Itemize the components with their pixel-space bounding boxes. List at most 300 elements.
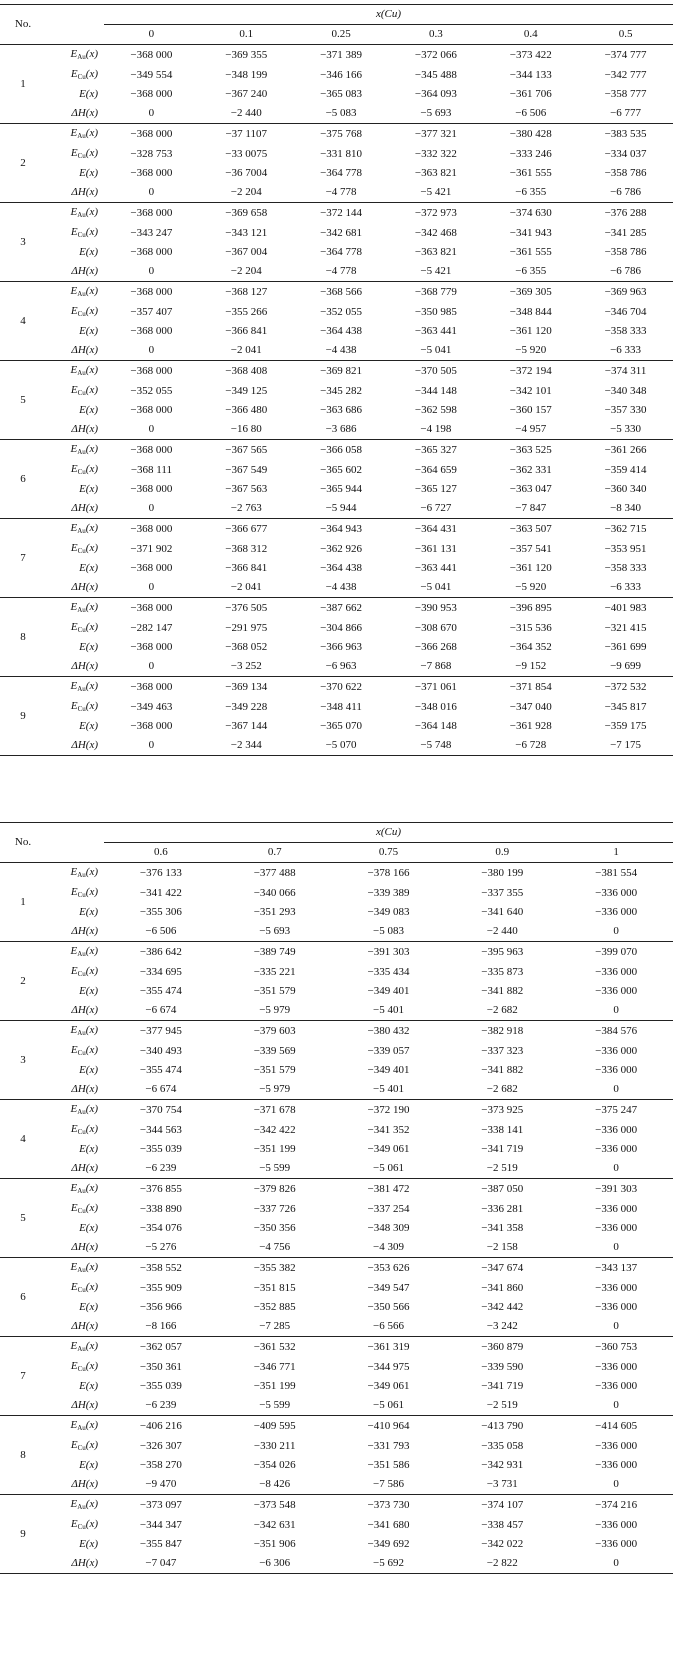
table-cell: −2 158 [445, 1238, 559, 1258]
table-cell: −362 598 [414, 404, 457, 416]
table-cell: −344 975 [367, 1360, 410, 1373]
row-label: E(x) [79, 906, 98, 918]
group-number: 8 [0, 1416, 46, 1495]
row-label: ECu(x) [70, 965, 98, 978]
table-cell: −6 306 [218, 1554, 332, 1574]
table-cell: −366 480 [225, 404, 268, 416]
table-cell: −6 674 [104, 1001, 218, 1021]
table-cell: −368 000 [130, 206, 173, 219]
row-label: ECu(x) [70, 542, 98, 555]
group-number: 3 [0, 1021, 46, 1100]
table-cell: −291 975 [225, 621, 268, 634]
table-cell: −335 058 [481, 1439, 524, 1452]
table-row [0, 381, 673, 401]
table-cell: −341 719 [481, 1380, 524, 1392]
table-cell: −338 141 [481, 1123, 524, 1136]
table-row [0, 1554, 673, 1574]
table-cell: −361 555 [509, 167, 552, 179]
x-cu-header: x(Cu) [104, 823, 673, 843]
table-cell: −2 822 [445, 1554, 559, 1574]
row-label: ΔH(x) [46, 1238, 104, 1258]
group-number: 5 [0, 361, 46, 440]
table-cell: −5 979 [218, 1001, 332, 1021]
table-cell: 0 [559, 922, 673, 942]
table-cell: −4 957 [483, 420, 578, 440]
table-cell: −341 943 [509, 226, 552, 239]
table-cell: −2 763 [199, 499, 294, 519]
table-cell: −5 401 [332, 1080, 446, 1100]
table-cell: −369 134 [225, 680, 268, 693]
table-cell: −5 693 [388, 104, 483, 124]
group-number: 2 [0, 942, 46, 1021]
table-cell: −366 677 [225, 522, 268, 535]
table-cell: −3 731 [445, 1475, 559, 1495]
table-cell: −366 841 [225, 325, 268, 337]
table-row [0, 942, 673, 963]
table-cell: −410 964 [367, 1419, 410, 1432]
table-row [0, 1317, 673, 1337]
table-cell: −359 175 [604, 720, 647, 732]
table-cell: −361 706 [509, 88, 552, 100]
table-cell: −355 306 [139, 906, 182, 918]
table-cell: −361 532 [253, 1340, 296, 1353]
table-row [0, 1041, 673, 1061]
table-cell: −364 438 [320, 562, 363, 574]
row-label: EAu(x) [70, 1340, 98, 1353]
table-cell: −358 777 [604, 88, 647, 100]
row-label: ECu(x) [70, 621, 98, 634]
table-cell: −358 333 [604, 562, 647, 574]
table-cell: −6 239 [104, 1159, 218, 1179]
table-cell: −341 352 [367, 1123, 410, 1136]
table-cell: −373 925 [481, 1103, 524, 1116]
table-cell: −338 457 [481, 1518, 524, 1531]
table-cell: −336 000 [595, 1360, 638, 1373]
table-cell: −341 882 [481, 985, 524, 997]
table-cell: −335 873 [481, 965, 524, 978]
row-label: ECu(x) [70, 1044, 98, 1057]
col-header: 1 [559, 843, 673, 863]
table-cell: −351 293 [253, 906, 296, 918]
table-cell: −363 441 [414, 562, 457, 574]
table-cell: 0 [559, 1159, 673, 1179]
table-cell: −5 748 [388, 736, 483, 756]
table-cell: −349 463 [130, 700, 173, 713]
table-cell: −336 000 [595, 1439, 638, 1452]
row-label: E(x) [79, 325, 98, 337]
table-cell: −339 057 [367, 1044, 410, 1057]
table-cell: −6 506 [104, 922, 218, 942]
table-cell: −337 254 [367, 1202, 410, 1215]
table-cell: 0 [104, 341, 199, 361]
table-cell: −331 793 [367, 1439, 410, 1452]
row-label: E(x) [79, 985, 98, 997]
table-cell: −340 348 [604, 384, 647, 397]
row-label: E(x) [79, 483, 98, 495]
table-cell: −334 695 [139, 965, 182, 978]
table-cell: −3 242 [445, 1317, 559, 1337]
table-cell: −336 000 [595, 1380, 638, 1392]
table-row [0, 1337, 673, 1358]
row-label: EAu(x) [70, 443, 98, 456]
table-cell: −373 097 [139, 1498, 182, 1511]
table-cell: −349 401 [367, 985, 410, 997]
table-cell: −335 221 [253, 965, 296, 978]
table-cell: −336 000 [595, 1222, 638, 1234]
table-cell: −341 680 [367, 1518, 410, 1531]
row-label: ECu(x) [70, 226, 98, 239]
table-row [0, 618, 673, 638]
table-cell: −342 022 [481, 1538, 524, 1550]
row-label: EAu(x) [70, 680, 98, 693]
table-cell: −339 590 [481, 1360, 524, 1373]
table-cell: −365 602 [320, 463, 363, 476]
table-cell: −390 953 [414, 601, 457, 614]
table-cell: −363 821 [414, 167, 457, 179]
table-cell: −350 356 [253, 1222, 296, 1234]
table-cell: −372 973 [414, 206, 457, 219]
table-cell: −365 127 [414, 483, 457, 495]
table-cell: −5 599 [218, 1396, 332, 1416]
table-cell: −282 147 [130, 621, 173, 634]
group-number: 8 [0, 598, 46, 677]
table-cell: −332 322 [414, 147, 457, 160]
row-label: EAu(x) [70, 285, 98, 298]
table-cell: −372 190 [367, 1103, 410, 1116]
table-row [0, 1475, 673, 1495]
table-row [0, 962, 673, 982]
row-label: EAu(x) [70, 364, 98, 377]
table-row [0, 45, 673, 66]
table-cell: −349 228 [225, 700, 268, 713]
table-cell: −355 266 [225, 305, 268, 318]
table-cell: −336 000 [595, 1459, 638, 1471]
table-cell: −344 563 [139, 1123, 182, 1136]
table-cell: −336 000 [595, 1044, 638, 1057]
table-cell: −2 041 [199, 578, 294, 598]
group-number: 2 [0, 124, 46, 203]
row-label: EAu(x) [70, 1261, 98, 1274]
table-cell: −349 401 [367, 1064, 410, 1076]
row-label: EAu(x) [70, 945, 98, 958]
row-label: EAu(x) [70, 48, 98, 61]
table-cell: −372 144 [320, 206, 363, 219]
table-cell: −338 890 [139, 1202, 182, 1215]
row-label: E(x) [79, 562, 98, 574]
row-label: E(x) [79, 1459, 98, 1471]
table-cell: −2 682 [445, 1001, 559, 1021]
table-cell: −7 586 [332, 1475, 446, 1495]
table-cell: −379 603 [253, 1024, 296, 1037]
table-cell: −367 240 [225, 88, 268, 100]
table-cell: −368 000 [130, 483, 173, 495]
row-label: E(x) [79, 88, 98, 100]
table-cell: −374 630 [509, 206, 552, 219]
table-cell: −347 040 [509, 700, 552, 713]
table-row [0, 85, 673, 104]
table-cell: 0 [104, 183, 199, 203]
table-cell: −364 659 [414, 463, 457, 476]
table-cell: −6 727 [388, 499, 483, 519]
table-cell: −355 382 [253, 1261, 296, 1274]
table-cell: −2 440 [445, 922, 559, 942]
table-row [0, 1456, 673, 1475]
table-cell: −9 699 [578, 657, 673, 677]
table-cell: 0 [559, 1396, 673, 1416]
table-cell: −4 438 [294, 578, 389, 598]
row-label: E(x) [79, 1301, 98, 1313]
table-cell: −365 327 [414, 443, 457, 456]
table-cell: −336 000 [595, 1123, 638, 1136]
table-cell: −368 000 [130, 48, 173, 61]
row-label: EAu(x) [70, 206, 98, 219]
table-cell: −366 268 [414, 641, 457, 653]
table-cell: −375 768 [320, 127, 363, 140]
table-cell: −315 536 [509, 621, 552, 634]
row-label: EAu(x) [70, 1103, 98, 1116]
table-row [0, 1199, 673, 1219]
group-number: 1 [0, 45, 46, 124]
row-label: ECu(x) [70, 700, 98, 713]
table-cell: −5 041 [388, 341, 483, 361]
table-row [0, 736, 673, 756]
table-cell: −386 642 [139, 945, 182, 958]
table-cell: −364 352 [509, 641, 552, 653]
table-cell: −374 216 [595, 1498, 638, 1511]
table-cell: −401 983 [604, 601, 647, 614]
table-cell: 0 [559, 1317, 673, 1337]
table-cell: −371 061 [414, 680, 457, 693]
table-cell: 0 [559, 1238, 673, 1258]
table-cell: −326 307 [139, 1439, 182, 1452]
table-row [0, 460, 673, 480]
table-cell: −8 166 [104, 1317, 218, 1337]
table-cell: −6 239 [104, 1396, 218, 1416]
table-cell: −373 422 [509, 48, 552, 61]
table-row [0, 863, 673, 884]
table-cell: −384 576 [595, 1024, 638, 1037]
table-cell: −381 554 [595, 866, 638, 879]
table-row [0, 341, 673, 361]
table-cell: 0 [104, 262, 199, 282]
table-cell: −377 945 [139, 1024, 182, 1037]
table-row [0, 499, 673, 519]
table-cell: −368 000 [130, 522, 173, 535]
table-row [0, 183, 673, 203]
table-cell: 0 [104, 736, 199, 756]
table-row [0, 883, 673, 903]
table-cell: −376 855 [139, 1182, 182, 1195]
table-cell: −387 050 [481, 1182, 524, 1195]
table-cell: −354 076 [139, 1222, 182, 1234]
table-cell: −6 333 [578, 341, 673, 361]
table-cell: −341 719 [481, 1143, 524, 1155]
table-cell: −336 000 [595, 1202, 638, 1215]
table-cell: −341 285 [604, 226, 647, 239]
table-row [0, 361, 673, 382]
table-row [0, 1258, 673, 1279]
table-cell: −337 726 [253, 1202, 296, 1215]
table-row [0, 420, 673, 440]
row-label: ECu(x) [70, 886, 98, 899]
table-cell: −348 309 [367, 1222, 410, 1234]
table-cell: −368 000 [130, 88, 173, 100]
table-cell: −363 686 [320, 404, 363, 416]
row-label: E(x) [79, 246, 98, 258]
col-header: 0.4 [483, 25, 578, 45]
table-row [0, 677, 673, 698]
table-cell: −368 312 [225, 542, 268, 555]
row-label: ΔH(x) [46, 1159, 104, 1179]
row-label: ΔH(x) [46, 657, 104, 677]
table-row [0, 519, 673, 540]
table-cell: −7 847 [483, 499, 578, 519]
table-cell: −16 80 [199, 420, 294, 440]
table-cell: −336 000 [595, 906, 638, 918]
table-cell: −2 041 [199, 341, 294, 361]
table-cell: −387 662 [320, 601, 363, 614]
table-cell: −341 358 [481, 1222, 524, 1234]
table-cell: −345 817 [604, 700, 647, 713]
table-cell: −5 070 [294, 736, 389, 756]
row-label: ΔH(x) [46, 1080, 104, 1100]
table-cell: 0 [104, 420, 199, 440]
table-cell: −2 344 [199, 736, 294, 756]
table-cell: −328 753 [130, 147, 173, 160]
table-cell: −4 309 [332, 1238, 446, 1258]
table-row [0, 1001, 673, 1021]
table-cell: −362 715 [604, 522, 647, 535]
table-cell: −337 355 [481, 886, 524, 899]
table-cell: −5 061 [332, 1159, 446, 1179]
table-cell: −368 000 [130, 167, 173, 179]
row-label: E(x) [79, 1538, 98, 1550]
table-cell: −330 211 [253, 1439, 296, 1452]
table-cell: −352 885 [253, 1301, 296, 1313]
table-row [0, 1515, 673, 1535]
table-row [0, 717, 673, 736]
table-cell: −335 434 [367, 965, 410, 978]
table-cell: −358 552 [139, 1261, 182, 1274]
table-cell: −348 016 [414, 700, 457, 713]
table-row [0, 1416, 673, 1437]
table-cell: −6 355 [483, 183, 578, 203]
table-row [0, 697, 673, 717]
table-cell: −6 566 [332, 1317, 446, 1337]
table-cell: −368 000 [130, 246, 173, 258]
table-cell: −380 428 [509, 127, 552, 140]
table-cell: −4 778 [294, 262, 389, 282]
table-cell: −367 565 [225, 443, 268, 456]
table-cell: −344 133 [509, 68, 552, 81]
table-cell: −409 595 [253, 1419, 296, 1432]
table-cell: −339 569 [253, 1044, 296, 1057]
group-number: 9 [0, 1495, 46, 1574]
table-cell: −346 704 [604, 305, 647, 318]
table-row [0, 302, 673, 322]
table-cell: −361 131 [414, 542, 457, 555]
table-cell: −371 902 [130, 542, 173, 555]
row-label: E(x) [79, 641, 98, 653]
table-cell: −358 786 [604, 246, 647, 258]
table-cell: −334 037 [604, 147, 647, 160]
row-label: ECu(x) [70, 384, 98, 397]
table-cell: −6 786 [578, 183, 673, 203]
group-number: 5 [0, 1179, 46, 1258]
table-cell: −378 166 [367, 866, 410, 879]
table-row [0, 1238, 673, 1258]
table-cell: −350 361 [139, 1360, 182, 1373]
col-header: 0.1 [199, 25, 294, 45]
table-cell: −361 120 [509, 562, 552, 574]
table-cell: −376 288 [604, 206, 647, 219]
row-label: EAu(x) [70, 1419, 98, 1432]
row-label: ΔH(x) [46, 1554, 104, 1574]
row-label: E(x) [79, 1064, 98, 1076]
table-cell: −340 493 [139, 1044, 182, 1057]
table-cell: −341 640 [481, 906, 524, 918]
table-cell: −368 052 [225, 641, 268, 653]
row-label: E(x) [79, 720, 98, 732]
table-row [0, 1278, 673, 1298]
table-cell: −355 039 [139, 1380, 182, 1392]
table-cell: −363 507 [509, 522, 552, 535]
table-cell: −369 305 [509, 285, 552, 298]
table-cell: −331 810 [320, 147, 363, 160]
table-cell: −7 047 [104, 1554, 218, 1574]
table-row [0, 243, 673, 262]
table-cell: −356 966 [139, 1301, 182, 1313]
table-cell: −340 066 [253, 886, 296, 899]
table-cell: −380 432 [367, 1024, 410, 1037]
table-cell: −9 470 [104, 1475, 218, 1495]
table-cell: −366 963 [320, 641, 363, 653]
table-cell: −342 422 [253, 1123, 296, 1136]
table-cell: −373 730 [367, 1498, 410, 1511]
row-label: ΔH(x) [46, 922, 104, 942]
table-cell: −368 000 [130, 364, 173, 377]
row-label: ΔH(x) [46, 1001, 104, 1021]
table-row [0, 1061, 673, 1080]
table-cell: −370 754 [139, 1103, 182, 1116]
table-cell: −367 004 [225, 246, 268, 258]
table-cell: −380 199 [481, 866, 524, 879]
table-cell: −379 826 [253, 1182, 296, 1195]
table-cell: −351 579 [253, 1064, 296, 1076]
table-cell: −6 333 [578, 578, 673, 598]
table-cell: −6 786 [578, 262, 673, 282]
table-cell: −368 000 [130, 562, 173, 574]
table-cell: −342 101 [509, 384, 552, 397]
table-cell: −413 790 [481, 1419, 524, 1432]
table-cell: −341 882 [481, 1064, 524, 1076]
table-cell: −342 777 [604, 68, 647, 81]
table-cell: −357 541 [509, 542, 552, 555]
table-cell: −377 488 [253, 866, 296, 879]
table-cell: −344 347 [139, 1518, 182, 1531]
table-cell: −359 414 [604, 463, 647, 476]
table-cell: −363 821 [414, 246, 457, 258]
table-cell: −355 909 [139, 1281, 182, 1294]
table-cell: −342 442 [481, 1301, 524, 1313]
row-label: ΔH(x) [46, 499, 104, 519]
table-row [0, 1140, 673, 1159]
row-label: E(x) [79, 1143, 98, 1155]
table-cell: −4 438 [294, 341, 389, 361]
table-cell: −353 626 [367, 1261, 410, 1274]
row-label: ΔH(x) [46, 578, 104, 598]
table-cell: 0 [104, 657, 199, 677]
